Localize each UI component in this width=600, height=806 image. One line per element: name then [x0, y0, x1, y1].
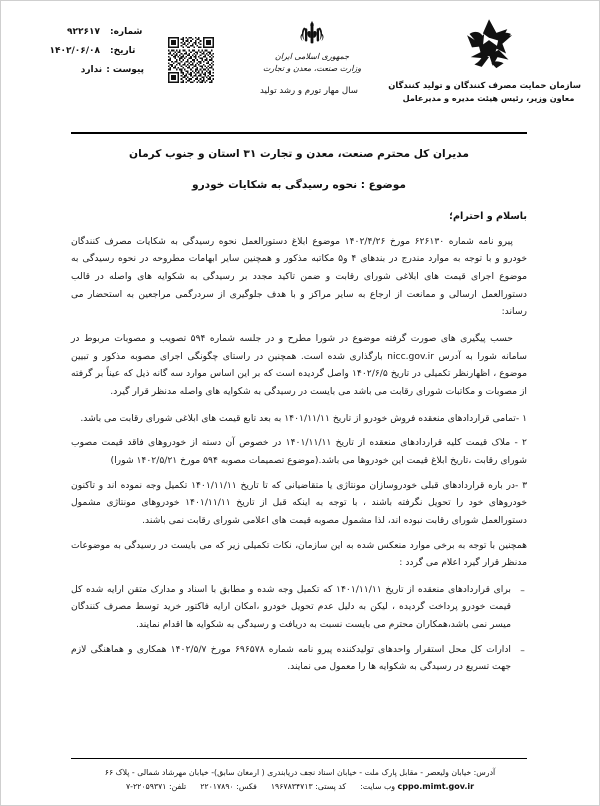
footer-contact-row: [61, 779, 539, 795]
year-slogan: سال مهار تورم و رشد تولید: [260, 86, 358, 96]
footer-address: آدرس: خیابان ولیعصر - مقابل پارک ملت - خیابان اسناد نجف دریابندری ( ارمغان سابق)- خیابان مهرشاد شمالی - پلاک ۶۶: [104, 767, 496, 777]
letter-number-value: ۹۲۲۶۱۷: [67, 27, 100, 37]
letter-meta-block: [19, 27, 144, 84]
government-block: [237, 19, 387, 76]
footer-fax-value: ۲۲۰۱۷۸۹۰: [200, 782, 234, 792]
letter-header: [1, 1, 599, 119]
iran-national-emblem-icon: [297, 19, 327, 49]
letter-footer: [61, 766, 539, 795]
numbered-item-3: ۳ -در باره قراردادهای قبلی خودروسازان مونتاژی یا متقاضیانی که تا تاریخ ۱۴۰۱/۱۱/۱۱ تکمیل وجه نموده اند و تاکنون خودروهای خود را تحویل نگرفته باشند ، با توجه به اینکه قبل از تاریخ ۱۴۰۱/۱۱/۱۱ خودروهای مونتاژی مشمول دستورالعمل شورای رقابت نبوده اند، لذا مشمول مصوبه قیمت های اعلامی شورای رقابت نمی باشند.: [71, 479, 527, 526]
organization-logo-icon: [458, 17, 520, 73]
paragraph-1: پیرو نامه شماره ۶۲۶۱۳۰ مورخ ۱۴۰۲/۴/۲۶ موضوع ابلاغ دستورالعمل نحوه رسیدگی به شکایات مصرف کنندگان خودرو و با توجه به موارد مندرج در بندهای ۴ و۵ مکاتبه مذکور و همچنین سایر ابهامات مطروحه در نحوه رسیدگی به موضوع اجرای قیمت های ابلاغی شورای رقابت و ضمن تاکید مجدد بر رسیدگی به شکوایه های واصله در قالب دستورالعمل ارسالی و ممانعت از ارجاع به سایر مراکز و با هدف جلوگیری از سردرگمی مراجعین به استحضار می رساند:: [71, 235, 527, 318]
letter-body: [71, 147, 527, 683]
footer-website-label: وب سایت:: [360, 782, 396, 792]
letter-attachment-value: ندارد: [80, 65, 103, 75]
addressee-line: مدیران کل محترم صنعت، معدن و تجارت ۳۱ استان و جنوب کرمان: [129, 148, 469, 160]
letter-date-value: ۱۴۰۲/۰۶/۰۸: [49, 46, 100, 56]
numbered-item-1: ۱ -تمامی قراردادهای منعقده فروش خودرو از تاریخ ۱۴۰۱/۱۱/۱۱ به بعد تابع قیمت های ابلاغی شورای رقابت می باشد.: [80, 412, 527, 424]
footer-website[interactable]: [360, 779, 474, 795]
footer-postal-value: ۱۹۶۷۸۳۴۷۱۳: [270, 782, 313, 792]
closing-paragraph: همچنین با توجه به برخی موارد منعکس شده به این سازمان، نکات تکمیلی زیر که می بایست در رسیدگی به موضوعات مدنظر قرار گیرد اعلام می گردد :: [71, 539, 527, 569]
bullet-item-1-text: برای قراردادهای منعقده از تاریخ ۱۴۰۱/۱۱/۱۱ که تکمیل وجه شده و مطابق با اسناد و مدارک متقن ارایه شده کل قیمت خودرو پرداخت گردیده ، لیکن به دلیل عدم تحویل خودرو ،امکان ارایه فاکتور خرید توسط مصرف کنندگان میسر نمی باشد،همکاران محترم می بایست نسبت به دریافت و رسیدگی به شکوایه ها اقدام نمایند.: [71, 583, 511, 631]
footer-fax-label: فکس:: [236, 782, 257, 792]
footer-postal-label: کد پستی:: [315, 782, 347, 792]
organization-block: [388, 17, 581, 104]
letter-attachment-row: [19, 65, 144, 75]
bullet-dash-icon: –: [520, 644, 525, 656]
header-divider: [71, 132, 527, 134]
footer-website-value[interactable]: cppo.mimt.gov.ir: [397, 782, 475, 792]
numbered-item-2: ۲ - ملاک قیمت کلیه قراردادهای منعقده از تاریخ ۱۴۰۱/۱۱/۱۱ در خصوص آن دسته از خودروهای فاقد قیمت مصوب شورای رقابت ،تاریخ ابلاغ قیمت این خودروها می باشد.(موضوع تصمیمات مصوبه ۵۹۴ مورخ ۱۴۰۲/۵/۲۱ شورا): [71, 437, 527, 466]
letter-attachment-label: پیوست :: [106, 65, 144, 75]
bullet-item-1: [71, 581, 527, 634]
bullet-item-2: [71, 641, 527, 676]
organization-name: سازمان حمایت مصرف کنندگان و تولید کنندگان: [388, 80, 581, 90]
letter-date-label: تاریخ:: [110, 46, 136, 56]
paragraph-2: حسب پیگیری های صورت گرفته موضوع در شورا مطرح و در جلسه شماره ۵۹۴ تصویب و مصوبات مربوط در سامانه شورا به آدرس nicc.gov.ir بارگذاری شده است. همچنین در راستای چگونگی اجرای مصوبه مذکور و تبیین موضوع ، اظهارنظر تکمیلی در تاریخ ۱۴۰۲/۶/۵ واصل گردیده است که بر این اساس موارد سه گانه ذیل که عیناً بر گرفته از مصوبات و مکاتبات شورای رقابت می باشد می بایست در رسیدگی به شکوایه های واصله مدنظر قرار گیرد.: [71, 332, 527, 397]
footer-phone-value: ۲۲۰۵۹۳۷۱-۷: [125, 782, 167, 792]
letter-number-row: [19, 27, 144, 37]
government-name: جمهوری اسلامی ایران: [274, 52, 350, 61]
organization-role: معاون وزیر، رئیس هیئت مدیره و مدیرعامل: [402, 92, 575, 103]
ministry-name: وزارت صنعت، معدن و تجارت: [262, 64, 362, 74]
footer-divider: [71, 758, 527, 759]
subject-line: موضوع : نحوه رسیدگی به شکایات خودرو: [192, 178, 406, 191]
letter-date-row: [19, 46, 144, 56]
footer-postal: [271, 780, 346, 795]
bullet-item-2-text: ادارات کل محل استقرار واحدهای تولیدکننده پیرو نامه شماره ۶۹۶۵۷۸ مورخ ۱۴۰۲/۵/۷ همکاری و هماهنگی لازم جهت تسریع در رسیدگی به شکوایه ها را معمول می نمایند.: [71, 643, 511, 673]
bullet-dash-icon: –: [520, 584, 525, 596]
footer-phone: [126, 780, 186, 795]
footer-phone-label: تلفن:: [168, 782, 187, 792]
letter-number-label: شماره:: [110, 27, 143, 37]
greeting-line: باسلام و احترام؛: [449, 210, 527, 222]
footer-fax: [200, 780, 257, 795]
qr-code-icon: [168, 37, 214, 83]
